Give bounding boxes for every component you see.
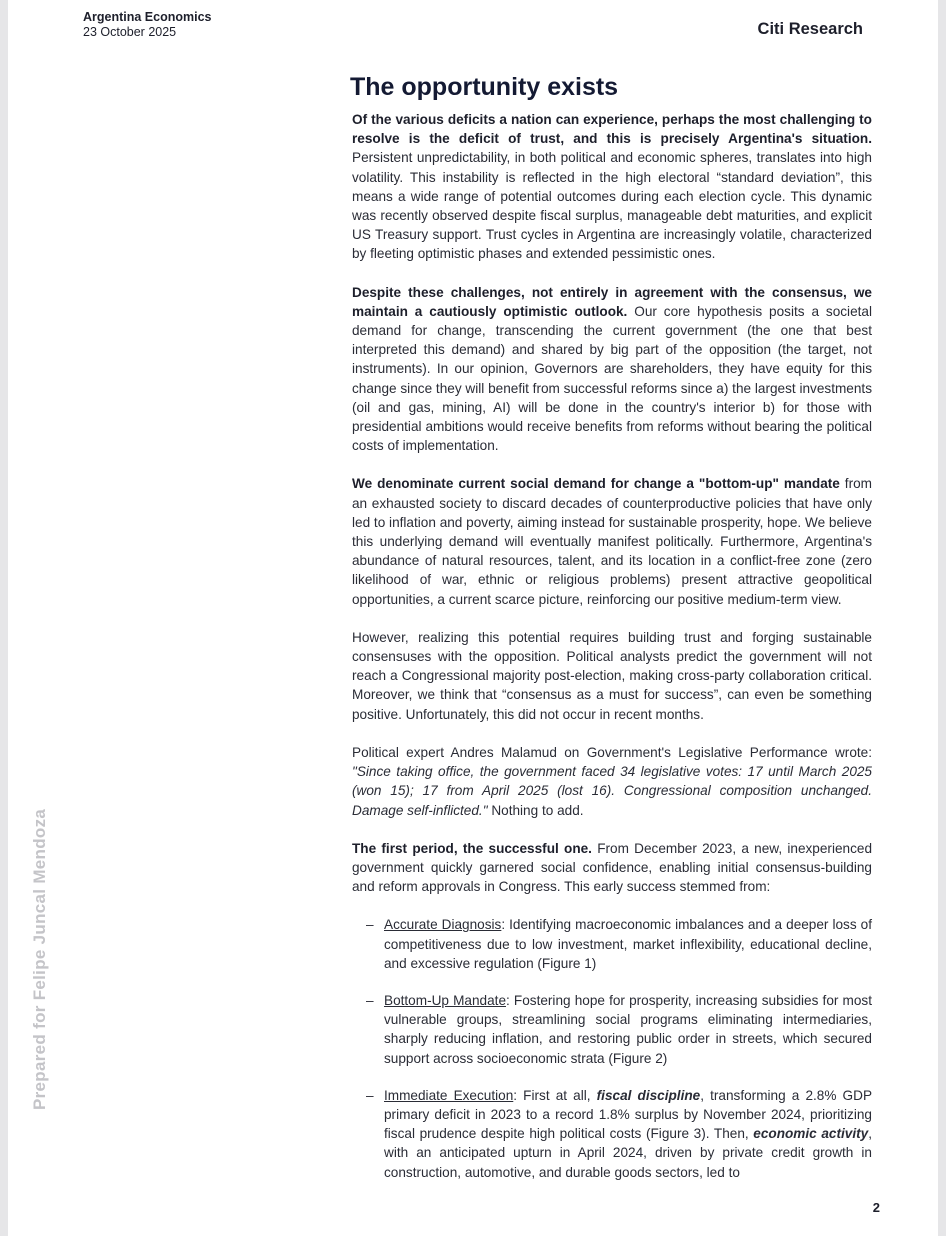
text-segment: : Fostering hope for prosperity, increasing subsidies for most vulnerable groups, streamlining social programs eliminating intermediaries, sharply reducing inflation, and restoring public order in streets, which secured support across socioeconomic strata (Figure 2): [384, 992, 872, 1066]
text-segment: Bottom-Up Mandate: [384, 992, 506, 1008]
paragraph: [352, 110, 872, 264]
text-segment: Despite these challenges, not entirely in agreement with the consensus, we maintain a cautiously optimistic outlook.: [352, 284, 872, 319]
text-segment: From December 2023, a new, inexperienced government quickly garnered social confidence, enabling initial consensus-building and reform approvals in Congress. This early success stemmed from:: [352, 840, 873, 895]
report-date: 23 October 2025: [83, 25, 177, 39]
text-segment: Nothing to add.: [487, 802, 584, 818]
brand-name: Citi Research: [757, 20, 863, 38]
document-page: [8, 0, 938, 1236]
text-segment: Immediate Execution: [384, 1087, 514, 1103]
section-name: Argentina Economics: [83, 10, 212, 24]
watermark: Prepared for Felipe Juncal Mendoza: [30, 808, 49, 1110]
page-title: The opportunity exists: [350, 73, 619, 101]
list-item: [352, 915, 872, 973]
dash-marker: –: [366, 992, 374, 1008]
paragraph: [352, 743, 872, 820]
paragraph: [352, 628, 872, 724]
text-segment: However, realizing this potential requires building trust and forging sustainable consensuses with the opposition. Political analysts predict the government will not reach a Congressional majority post-election, making cross-party collaboration critical. Moreover, we think that “consensus as a must for success”, can even be something positive. Unfortunately, this did not occur in recent months.: [352, 629, 872, 722]
bullet-list: [352, 915, 872, 1181]
list-item: [352, 1086, 872, 1182]
text-segment: Of the various deficits a nation can experience, perhaps the most challenging to resolve is the deficit of trust, and this is precisely Argentina's situation.: [352, 112, 872, 147]
text-segment: fiscal discipline: [596, 1087, 701, 1103]
content-column: [8, 0, 880, 1236]
text-segment: : First at all,: [513, 1087, 597, 1103]
list-item: [352, 991, 872, 1068]
text-segment: Accurate Diagnosis: [384, 917, 502, 933]
text-segment: Persistent unpredictability, in both political and economic spheres, translates into high volatility. This instability is reflected in the high electoral “standard deviation”, this means a wide range of potential outcomes during each election cycle. This dynamic was recently observed despite fiscal surplus, manageable debt maturities, and explicit US Treasury support. Trust cycles in Argentina are increasingly volatile, characterized by fleeting optimistic phases and extended pessimistic ones.: [352, 150, 872, 262]
text-segment: , transforming a 2.8% GDP primary deficit in 2023 to a record 1.8% surplus by November 2024, prioritizing fiscal prudence despite high political costs (Figure 3). Then,: [384, 1087, 873, 1142]
paragraph: [352, 283, 872, 456]
text-segment: from an exhausted society to discard decades of counterproductive policies that have only led to inflation and poverty, aiming instead for sustainable prosperity, hope. We believe this underlying demand will eventually manifest politically. Furthermore, Argentina's abundance of natural resources, talent, and its location in a conflict-free zone (zero likelihood of war, ethnic or religious problems) present attractive geopolitical opportunities, a current scarce picture, reinforcing our positive medium-term view.: [352, 476, 872, 607]
dash-marker: –: [366, 1087, 374, 1103]
text-segment: Political expert Andres Malamud on Government's Legislative Performance wrote:: [352, 744, 872, 760]
text-segment: "Since taking office, the government faced 34 legislative votes: 17 until March 2025 (won 15); 17 from April 2025 (lost 16). Congressional composition unchanged. Damage self-inflicted.": [352, 764, 872, 818]
text-segment: We denominate current social demand for change a "bottom-up" mandate: [352, 476, 840, 492]
paragraph: [352, 839, 872, 897]
text-segment: Our core hypothesis posits a societal demand for change, transcending the current government (the one that best interpreted this demand) and shared by big part of the opposition (the target, not instruments). In our opinion, Governors are shareholders, they have equity for this change since they will benefit from successful reforms since a) the largest investments (oil and gas, mining, AI) will be done in the country's interior b) for those with presidential ambitions would receive benefits from reforms without bearing the political costs of implementation.: [352, 303, 872, 454]
text-segment: , with an anticipated upturn in April 2024, driven by private credit growth in construction, automotive, and durable goods sectors, led to: [384, 1126, 872, 1180]
body-text: [352, 110, 872, 1182]
paragraph: [352, 474, 872, 608]
text-segment: economic activity: [753, 1126, 869, 1142]
text-segment: : Identifying macroeconomic imbalances and a deeper loss of competitiveness due to low investment, market inflexibility, educational decline, and excessive regulation (Figure 1): [384, 917, 872, 971]
dash-marker: –: [366, 917, 374, 933]
page-number: 2: [872, 1199, 880, 1215]
text-segment: The first period, the successful one.: [352, 840, 592, 856]
